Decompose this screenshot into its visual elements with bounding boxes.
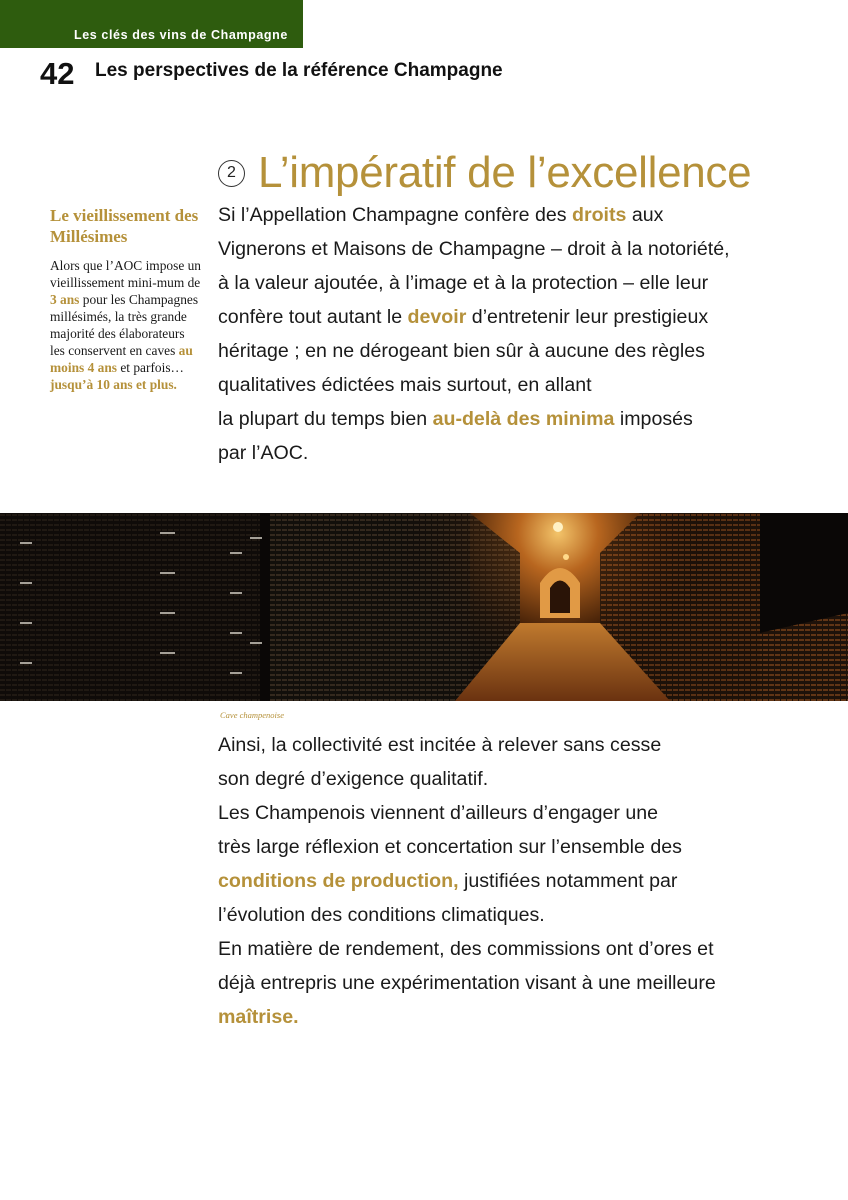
body-text-run: qualitatives édictées mais surtout, en allant (218, 374, 592, 396)
body-text-run: Vignerons et Maisons de Champagne – droit à la notoriété, (218, 238, 730, 260)
text-line (218, 762, 778, 796)
highlighted-text: devoir (407, 306, 467, 328)
body-text-run: et parfois… (116, 360, 184, 375)
body-text-run: la plupart du temps bien (218, 408, 433, 430)
text-line (218, 932, 778, 966)
page-number: 42 (40, 56, 75, 91)
text-line (218, 898, 778, 932)
highlighted-text: au-delà des minima (432, 408, 615, 430)
highlighted-text: maîtrise. (218, 1006, 299, 1028)
paragraph-conclusion (218, 728, 778, 1034)
text-line (218, 1000, 778, 1034)
body-text-run: En matière de rendement, des commissions ont d’ores et (218, 938, 714, 960)
text-line (218, 830, 778, 864)
text-line (218, 232, 778, 266)
body-text-run: par l’AOC. (218, 442, 309, 464)
body-text-run: l’évolution des conditions climatiques. (218, 904, 545, 926)
sidebar-box (50, 205, 202, 393)
text-line (218, 368, 778, 402)
body-text-run: déjà entrepris une expérimentation visant à une meilleure (218, 972, 716, 994)
body-text-run: aux (626, 204, 664, 226)
body-text-run: très large réflexion et concertation sur l’ensemble des (218, 836, 682, 858)
body-text-run: imposés (614, 408, 693, 430)
header-tab (0, 0, 303, 48)
main-heading-text: L’impératif de l’excellence (258, 148, 752, 197)
highlighted-text: droits (572, 204, 627, 226)
text-line (218, 966, 778, 1000)
sidebar-text (50, 257, 202, 393)
body-text-run: Alors que l’AOC impose un vieillissement mini-mum de (50, 258, 202, 290)
photo-caption: Cave champenoise (220, 710, 284, 720)
text-line (218, 334, 778, 368)
body-text-run: d’entretenir leur prestigieux (466, 306, 709, 328)
section-number-circle: 2 (218, 160, 245, 187)
highlighted-text: 3 ans (50, 292, 80, 307)
body-text-run: pour les Champagnes millésimés, la très grande majorité des élaborateurs les conservent en caves (50, 292, 199, 358)
body-text-run: héritage ; en ne dérogeant bien sûr à aucune des règles (218, 340, 705, 362)
body-text-run: Ainsi, la collectivité est incitée à relever sans cesse (218, 734, 662, 756)
section-title: Les perspectives de la référence Champagne (95, 60, 503, 81)
text-line (218, 728, 778, 762)
paragraph-intro (218, 198, 778, 470)
highlighted-text: jusqu’à 10 ans et plus. (50, 377, 177, 392)
highlighted-text: au moins 4 ans (50, 343, 193, 375)
text-line (218, 266, 778, 300)
body-text-run: Les Champenois viennent d’ailleurs d’engager une (218, 802, 659, 824)
body-text-run: confère tout autant le (218, 306, 408, 328)
text-line (218, 402, 778, 436)
body-text-run: Si l’Appellation Champagne confère des (218, 204, 572, 226)
highlighted-text: conditions de production, (218, 870, 459, 892)
text-line (218, 436, 778, 470)
header-tab-label: Les clés des vins de Champagne (74, 28, 288, 42)
sidebar-heading: Le vieillissement des Millésimes (50, 206, 199, 246)
text-line (218, 864, 778, 898)
main-heading (218, 148, 751, 198)
body-text-run: à la valeur ajoutée, à l’image et à la protection – elle leur (218, 272, 709, 294)
text-line (218, 300, 778, 334)
text-line (218, 198, 778, 232)
cellar-photo (0, 513, 848, 701)
body-text-run: son degré d’exigence qualitatif. (218, 768, 489, 790)
body-text-run: justifiées notamment par (458, 870, 678, 892)
text-line (218, 796, 778, 830)
